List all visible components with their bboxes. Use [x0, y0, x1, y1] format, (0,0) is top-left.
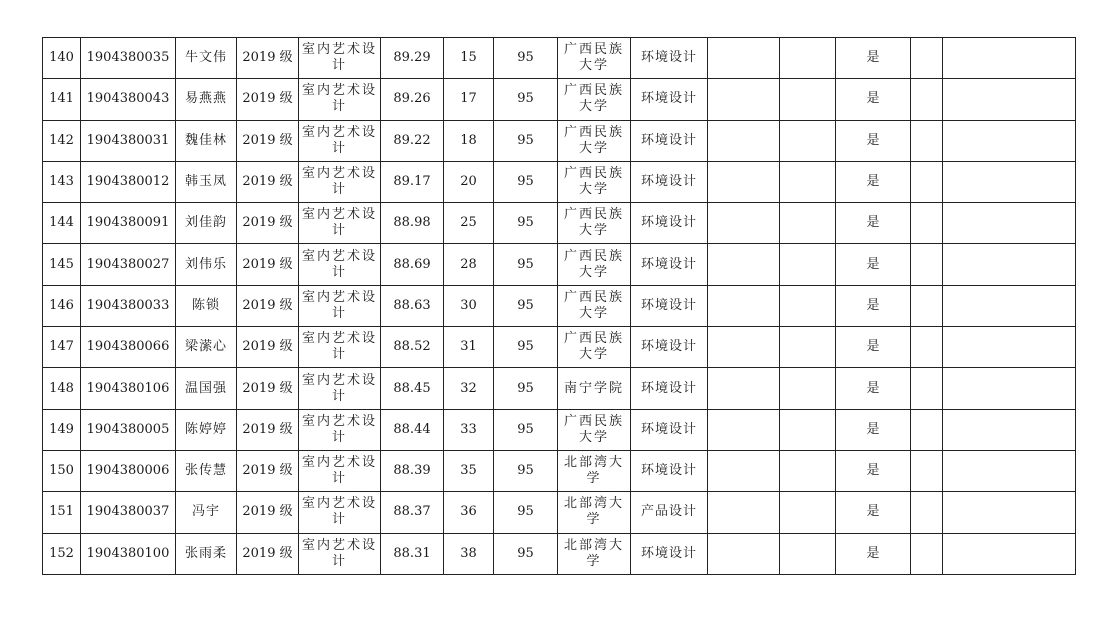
- eligible-cell: 是: [836, 38, 911, 79]
- school-cell: 北部湾大学: [558, 533, 631, 574]
- table-body: [43, 38, 1076, 575]
- student-name-cell: 易燕燕: [176, 79, 237, 120]
- empty-cell-3: [911, 368, 943, 409]
- row-number-cell: 142: [43, 120, 81, 161]
- target-major-cell: 环境设计: [631, 450, 708, 491]
- empty-cell-3: [911, 244, 943, 285]
- major-cell: 室内艺术设计: [299, 327, 381, 368]
- eligible-cell: 是: [836, 368, 911, 409]
- school-cell: 北部湾大学: [558, 450, 631, 491]
- target-major-cell: 环境设计: [631, 285, 708, 326]
- table-row: [43, 161, 1076, 202]
- empty-cell-2: [780, 161, 836, 202]
- empty-cell-3: [911, 492, 943, 533]
- total-cell: 95: [494, 450, 558, 491]
- total-cell: 95: [494, 285, 558, 326]
- student-id-cell: 1904380012: [81, 161, 176, 202]
- grade-cell: 2019 级: [237, 38, 299, 79]
- empty-cell-1: [708, 79, 780, 120]
- empty-cell-2: [780, 79, 836, 120]
- school-cell: 广西民族大学: [558, 161, 631, 202]
- empty-cell-3: [911, 120, 943, 161]
- major-cell: 室内艺术设计: [299, 533, 381, 574]
- student-name-cell: 陈锁: [176, 285, 237, 326]
- score-cell: 89.17: [381, 161, 444, 202]
- rank-cell: 38: [444, 533, 494, 574]
- row-number-cell: 150: [43, 450, 81, 491]
- rank-cell: 35: [444, 450, 494, 491]
- empty-cell-3: [911, 203, 943, 244]
- student-id-cell: 1904380091: [81, 203, 176, 244]
- total-cell: 95: [494, 533, 558, 574]
- rank-cell: 36: [444, 492, 494, 533]
- major-cell: 室内艺术设计: [299, 492, 381, 533]
- student-id-cell: 1904380033: [81, 285, 176, 326]
- student-id-cell: 1904380006: [81, 450, 176, 491]
- target-major-cell: 环境设计: [631, 533, 708, 574]
- row-number-cell: 143: [43, 161, 81, 202]
- major-cell: 室内艺术设计: [299, 244, 381, 285]
- eligible-cell: 是: [836, 492, 911, 533]
- total-cell: 95: [494, 492, 558, 533]
- total-cell: 95: [494, 244, 558, 285]
- rank-cell: 18: [444, 120, 494, 161]
- grade-cell: 2019 级: [237, 409, 299, 450]
- eligible-cell: 是: [836, 450, 911, 491]
- target-major-cell: 环境设计: [631, 79, 708, 120]
- total-cell: 95: [494, 79, 558, 120]
- eligible-cell: 是: [836, 244, 911, 285]
- empty-cell-4: [943, 203, 1076, 244]
- table-row: [43, 120, 1076, 161]
- empty-cell-2: [780, 492, 836, 533]
- empty-cell-4: [943, 450, 1076, 491]
- student-id-cell: 1904380005: [81, 409, 176, 450]
- eligible-cell: 是: [836, 409, 911, 450]
- eligible-cell: 是: [836, 533, 911, 574]
- empty-cell-4: [943, 244, 1076, 285]
- empty-cell-4: [943, 161, 1076, 202]
- empty-cell-1: [708, 161, 780, 202]
- total-cell: 95: [494, 161, 558, 202]
- major-cell: 室内艺术设计: [299, 120, 381, 161]
- row-number-cell: 149: [43, 409, 81, 450]
- grade-cell: 2019 级: [237, 533, 299, 574]
- eligible-cell: 是: [836, 161, 911, 202]
- eligible-cell: 是: [836, 203, 911, 244]
- student-id-cell: 1904380035: [81, 38, 176, 79]
- empty-cell-4: [943, 327, 1076, 368]
- school-cell: 南宁学院: [558, 368, 631, 409]
- table-row: [43, 368, 1076, 409]
- empty-cell-1: [708, 244, 780, 285]
- school-cell: 广西民族大学: [558, 120, 631, 161]
- major-cell: 室内艺术设计: [299, 450, 381, 491]
- score-cell: 89.26: [381, 79, 444, 120]
- empty-cell-1: [708, 203, 780, 244]
- total-cell: 95: [494, 327, 558, 368]
- empty-cell-3: [911, 38, 943, 79]
- student-name-cell: 魏佳林: [176, 120, 237, 161]
- total-cell: 95: [494, 120, 558, 161]
- score-cell: 88.69: [381, 244, 444, 285]
- student-list-table: [42, 37, 1076, 575]
- student-name-cell: 张雨柔: [176, 533, 237, 574]
- empty-cell-4: [943, 285, 1076, 326]
- target-major-cell: 环境设计: [631, 409, 708, 450]
- rank-cell: 25: [444, 203, 494, 244]
- row-number-cell: 146: [43, 285, 81, 326]
- empty-cell-1: [708, 285, 780, 326]
- row-number-cell: 148: [43, 368, 81, 409]
- empty-cell-1: [708, 327, 780, 368]
- grade-cell: 2019 级: [237, 244, 299, 285]
- school-cell: 广西民族大学: [558, 38, 631, 79]
- student-name-cell: 张传慧: [176, 450, 237, 491]
- major-cell: 室内艺术设计: [299, 285, 381, 326]
- empty-cell-3: [911, 327, 943, 368]
- empty-cell-4: [943, 120, 1076, 161]
- empty-cell-1: [708, 533, 780, 574]
- rank-cell: 15: [444, 38, 494, 79]
- rank-cell: 20: [444, 161, 494, 202]
- student-name-cell: 牛文伟: [176, 38, 237, 79]
- empty-cell-2: [780, 285, 836, 326]
- empty-cell-3: [911, 450, 943, 491]
- table-row: [43, 492, 1076, 533]
- eligible-cell: 是: [836, 120, 911, 161]
- table-row: [43, 409, 1076, 450]
- empty-cell-4: [943, 79, 1076, 120]
- empty-cell-3: [911, 533, 943, 574]
- empty-cell-3: [911, 79, 943, 120]
- student-name-cell: 陈婷婷: [176, 409, 237, 450]
- grade-cell: 2019 级: [237, 203, 299, 244]
- student-id-cell: 1904380066: [81, 327, 176, 368]
- rank-cell: 33: [444, 409, 494, 450]
- empty-cell-2: [780, 244, 836, 285]
- row-number-cell: 152: [43, 533, 81, 574]
- target-major-cell: 环境设计: [631, 203, 708, 244]
- student-name-cell: 梁潆心: [176, 327, 237, 368]
- table-row: [43, 327, 1076, 368]
- student-id-cell: 1904380043: [81, 79, 176, 120]
- empty-cell-2: [780, 38, 836, 79]
- student-name-cell: 刘伟乐: [176, 244, 237, 285]
- total-cell: 95: [494, 368, 558, 409]
- empty-cell-2: [780, 120, 836, 161]
- target-major-cell: 产品设计: [631, 492, 708, 533]
- table-row: [43, 244, 1076, 285]
- score-cell: 88.44: [381, 409, 444, 450]
- major-cell: 室内艺术设计: [299, 203, 381, 244]
- row-number-cell: 144: [43, 203, 81, 244]
- score-cell: 88.52: [381, 327, 444, 368]
- student-name-cell: 冯宇: [176, 492, 237, 533]
- major-cell: 室内艺术设计: [299, 79, 381, 120]
- school-cell: 广西民族大学: [558, 79, 631, 120]
- table-row: [43, 79, 1076, 120]
- empty-cell-3: [911, 409, 943, 450]
- empty-cell-2: [780, 450, 836, 491]
- major-cell: 室内艺术设计: [299, 38, 381, 79]
- empty-cell-2: [780, 327, 836, 368]
- score-cell: 88.31: [381, 533, 444, 574]
- rank-cell: 32: [444, 368, 494, 409]
- score-cell: 88.98: [381, 203, 444, 244]
- target-major-cell: 环境设计: [631, 327, 708, 368]
- empty-cell-3: [911, 161, 943, 202]
- score-cell: 88.45: [381, 368, 444, 409]
- total-cell: 95: [494, 38, 558, 79]
- row-number-cell: 141: [43, 79, 81, 120]
- student-id-cell: 1904380100: [81, 533, 176, 574]
- target-major-cell: 环境设计: [631, 120, 708, 161]
- grade-cell: 2019 级: [237, 492, 299, 533]
- empty-cell-4: [943, 38, 1076, 79]
- table-row: [43, 203, 1076, 244]
- table-row: [43, 285, 1076, 326]
- score-cell: 88.63: [381, 285, 444, 326]
- empty-cell-1: [708, 409, 780, 450]
- empty-cell-2: [780, 203, 836, 244]
- empty-cell-2: [780, 368, 836, 409]
- rank-cell: 30: [444, 285, 494, 326]
- empty-cell-4: [943, 409, 1076, 450]
- row-number-cell: 145: [43, 244, 81, 285]
- major-cell: 室内艺术设计: [299, 161, 381, 202]
- empty-cell-3: [911, 285, 943, 326]
- student-name-cell: 韩玉凤: [176, 161, 237, 202]
- empty-cell-1: [708, 38, 780, 79]
- score-cell: 89.22: [381, 120, 444, 161]
- major-cell: 室内艺术设计: [299, 409, 381, 450]
- school-cell: 广西民族大学: [558, 327, 631, 368]
- eligible-cell: 是: [836, 327, 911, 368]
- target-major-cell: 环境设计: [631, 244, 708, 285]
- school-cell: 广西民族大学: [558, 285, 631, 326]
- target-major-cell: 环境设计: [631, 161, 708, 202]
- table-row: [43, 38, 1076, 79]
- empty-cell-1: [708, 368, 780, 409]
- empty-cell-2: [780, 533, 836, 574]
- grade-cell: 2019 级: [237, 368, 299, 409]
- empty-cell-4: [943, 533, 1076, 574]
- table-row: [43, 450, 1076, 491]
- score-cell: 89.29: [381, 38, 444, 79]
- student-id-cell: 1904380037: [81, 492, 176, 533]
- grade-cell: 2019 级: [237, 120, 299, 161]
- grade-cell: 2019 级: [237, 327, 299, 368]
- student-id-cell: 1904380031: [81, 120, 176, 161]
- grade-cell: 2019 级: [237, 79, 299, 120]
- empty-cell-1: [708, 450, 780, 491]
- empty-cell-4: [943, 368, 1076, 409]
- total-cell: 95: [494, 203, 558, 244]
- empty-cell-1: [708, 120, 780, 161]
- student-id-cell: 1904380106: [81, 368, 176, 409]
- school-cell: 广西民族大学: [558, 244, 631, 285]
- school-cell: 北部湾大学: [558, 492, 631, 533]
- empty-cell-1: [708, 492, 780, 533]
- row-number-cell: 151: [43, 492, 81, 533]
- row-number-cell: 140: [43, 38, 81, 79]
- eligible-cell: 是: [836, 79, 911, 120]
- empty-cell-2: [780, 409, 836, 450]
- school-cell: 广西民族大学: [558, 203, 631, 244]
- eligible-cell: 是: [836, 285, 911, 326]
- rank-cell: 31: [444, 327, 494, 368]
- major-cell: 室内艺术设计: [299, 368, 381, 409]
- student-name-cell: 温国强: [176, 368, 237, 409]
- grade-cell: 2019 级: [237, 285, 299, 326]
- target-major-cell: 环境设计: [631, 38, 708, 79]
- target-major-cell: 环境设计: [631, 368, 708, 409]
- grade-cell: 2019 级: [237, 450, 299, 491]
- rank-cell: 17: [444, 79, 494, 120]
- total-cell: 95: [494, 409, 558, 450]
- empty-cell-4: [943, 492, 1076, 533]
- score-cell: 88.39: [381, 450, 444, 491]
- row-number-cell: 147: [43, 327, 81, 368]
- student-id-cell: 1904380027: [81, 244, 176, 285]
- table-row: [43, 533, 1076, 574]
- rank-cell: 28: [444, 244, 494, 285]
- school-cell: 广西民族大学: [558, 409, 631, 450]
- student-name-cell: 刘佳韵: [176, 203, 237, 244]
- grade-cell: 2019 级: [237, 161, 299, 202]
- score-cell: 88.37: [381, 492, 444, 533]
